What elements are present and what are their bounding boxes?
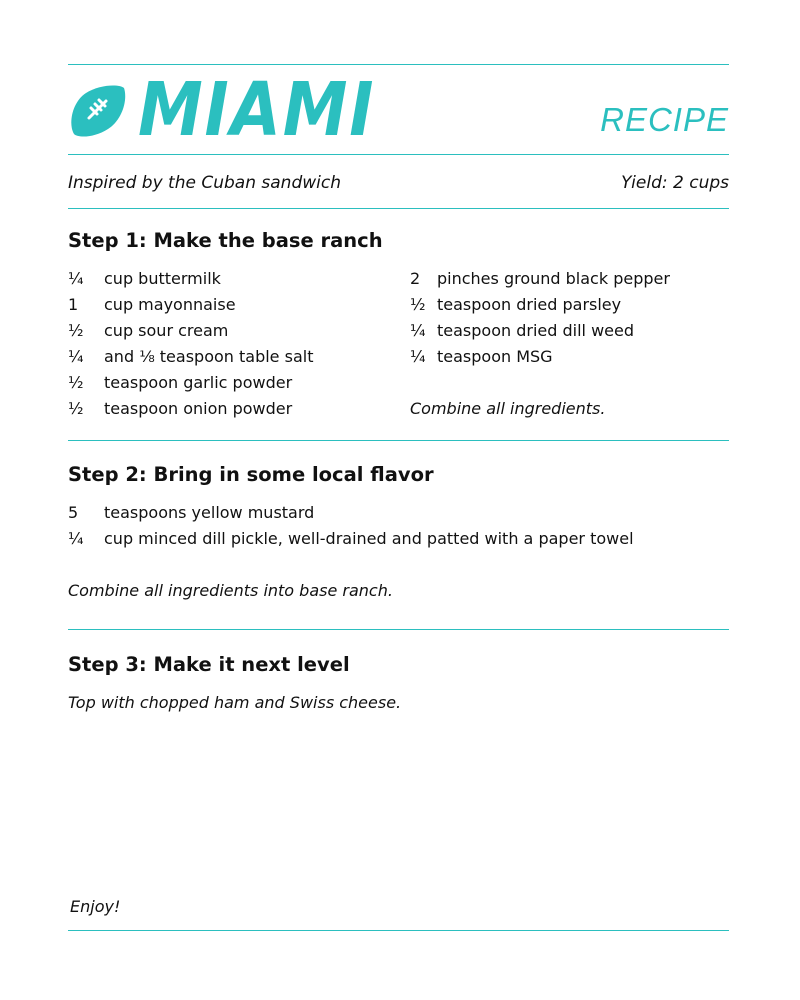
step1-title: Step 1: Make the base ranch xyxy=(68,229,383,252)
divider-bottom xyxy=(68,930,729,931)
step1-ingredient: 1 cup mayonnaise xyxy=(68,295,236,314)
step2-ingredient: ¼ cup minced dill pickle, well-drained and patted with a paper towel xyxy=(68,529,634,548)
yield: Yield: 2 cups xyxy=(621,173,729,193)
step2-ingredient: 5 teaspoons yellow mustard xyxy=(68,503,315,522)
step2-note: Combine all ingredients into base ranch. xyxy=(68,581,393,600)
step1-note: Combine all ingredients. xyxy=(410,399,606,418)
divider-header xyxy=(68,154,729,155)
step1-ingredient: ½ cup sour cream xyxy=(68,321,229,340)
step1-ingredient: ½ teaspoon dried parsley xyxy=(410,295,622,314)
step1-ingredient: ½ teaspoon onion powder xyxy=(68,399,293,418)
football-icon xyxy=(68,84,126,138)
logo-text: MIAMI xyxy=(138,67,376,153)
step1-ingredient: ½ teaspoon garlic powder xyxy=(68,373,293,392)
step1-ingredient: ¼ teaspoon dried dill weed xyxy=(410,321,634,340)
divider-step1 xyxy=(68,440,729,441)
step1-ingredient: ¼ and ⅛ teaspoon table salt xyxy=(68,347,314,366)
step1-ingredient: ¼ teaspoon MSG xyxy=(410,347,553,366)
divider-subheader xyxy=(68,208,729,209)
divider-top xyxy=(68,64,729,65)
step3-title: Step 3: Make it next level xyxy=(68,653,350,676)
enjoy-text: Enjoy! xyxy=(70,897,121,916)
inspired-by: Inspired by the Cuban sandwich xyxy=(68,173,341,193)
step1-ingredient: 2 pinches ground black pepper xyxy=(410,269,670,288)
step1-ingredient: ¼ cup buttermilk xyxy=(68,269,221,288)
recipe-label: RECIPE xyxy=(600,101,729,138)
step3-note: Top with chopped ham and Swiss cheese. xyxy=(68,693,402,712)
divider-step2 xyxy=(68,629,729,630)
step2-title: Step 2: Bring in some local flavor xyxy=(68,463,434,486)
